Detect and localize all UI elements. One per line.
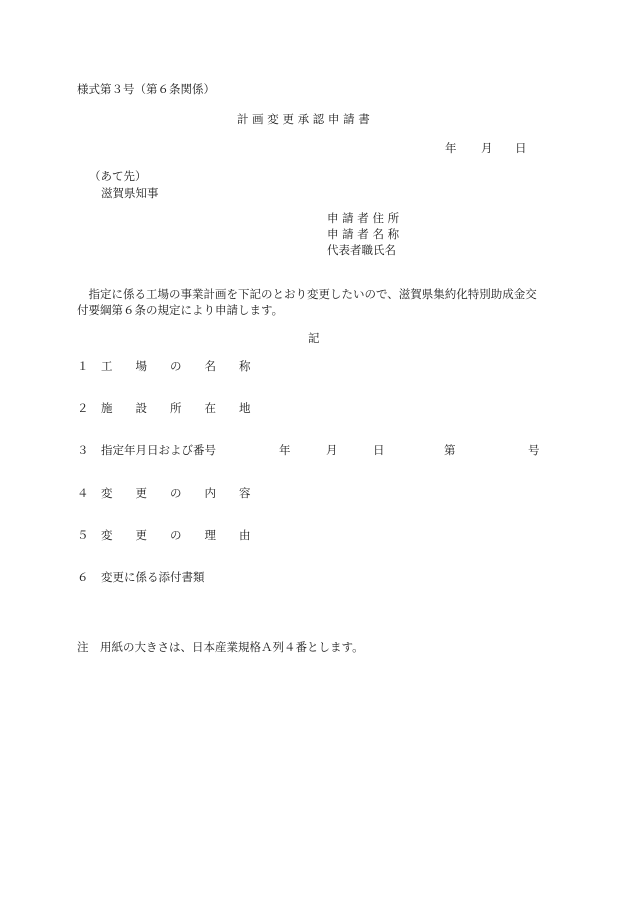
item-4-label: 変 更 の 内 容 [101,486,251,500]
item-3-dai: 第 [444,443,456,457]
item-3-number: ３ [77,443,89,457]
applicant-representative-label: 代表者職氏名 [327,243,396,257]
body-text-line-1: 指定に係る工場の事業計画を下記のとおり変更したいので、滋賀県集約化特別助成金交 [77,287,537,301]
date-day: 日 [515,141,527,155]
item-2-number: ２ [77,401,89,415]
item-3-day: 日 [373,443,385,457]
item-3-year: 年 [279,443,291,457]
date-month: 月 [481,141,493,155]
document-title: 計 画 変 更 承 認 申 請 書 [237,112,370,126]
item-3-month: 月 [326,443,338,457]
form-number: 様式第３号（第６条関係） [77,82,215,96]
item-5-label: 変 更 の 理 由 [101,528,251,542]
item-6-number: ６ [77,570,89,584]
item-5-number: ５ [77,528,89,542]
footnote: 注 用紙の大きさは、日本産業規格Ａ列４番とします。 [77,640,364,654]
item-3-label: 指定年月日および番号 [101,443,216,457]
applicant-address-label: 申 請 者 住 所 [327,211,400,225]
body-text-line-2: 付要綱第６条の規定により申請します。 [77,303,284,317]
item-3-go: 号 [528,443,540,457]
item-2-label: 施 設 所 在 地 [101,401,251,415]
item-1-number: １ [77,359,89,373]
date-year: 年 [445,141,457,155]
item-6-label: 変更に係る添付書類 [101,570,205,584]
applicant-name-label: 申 請 者 名 称 [327,227,400,241]
ki-heading: 記 [308,331,320,345]
addressee-label: （あて先） [89,169,147,183]
item-4-number: ４ [77,486,89,500]
addressee-name: 滋賀県知事 [101,186,159,200]
item-1-label: 工 場 の 名 称 [101,359,251,373]
